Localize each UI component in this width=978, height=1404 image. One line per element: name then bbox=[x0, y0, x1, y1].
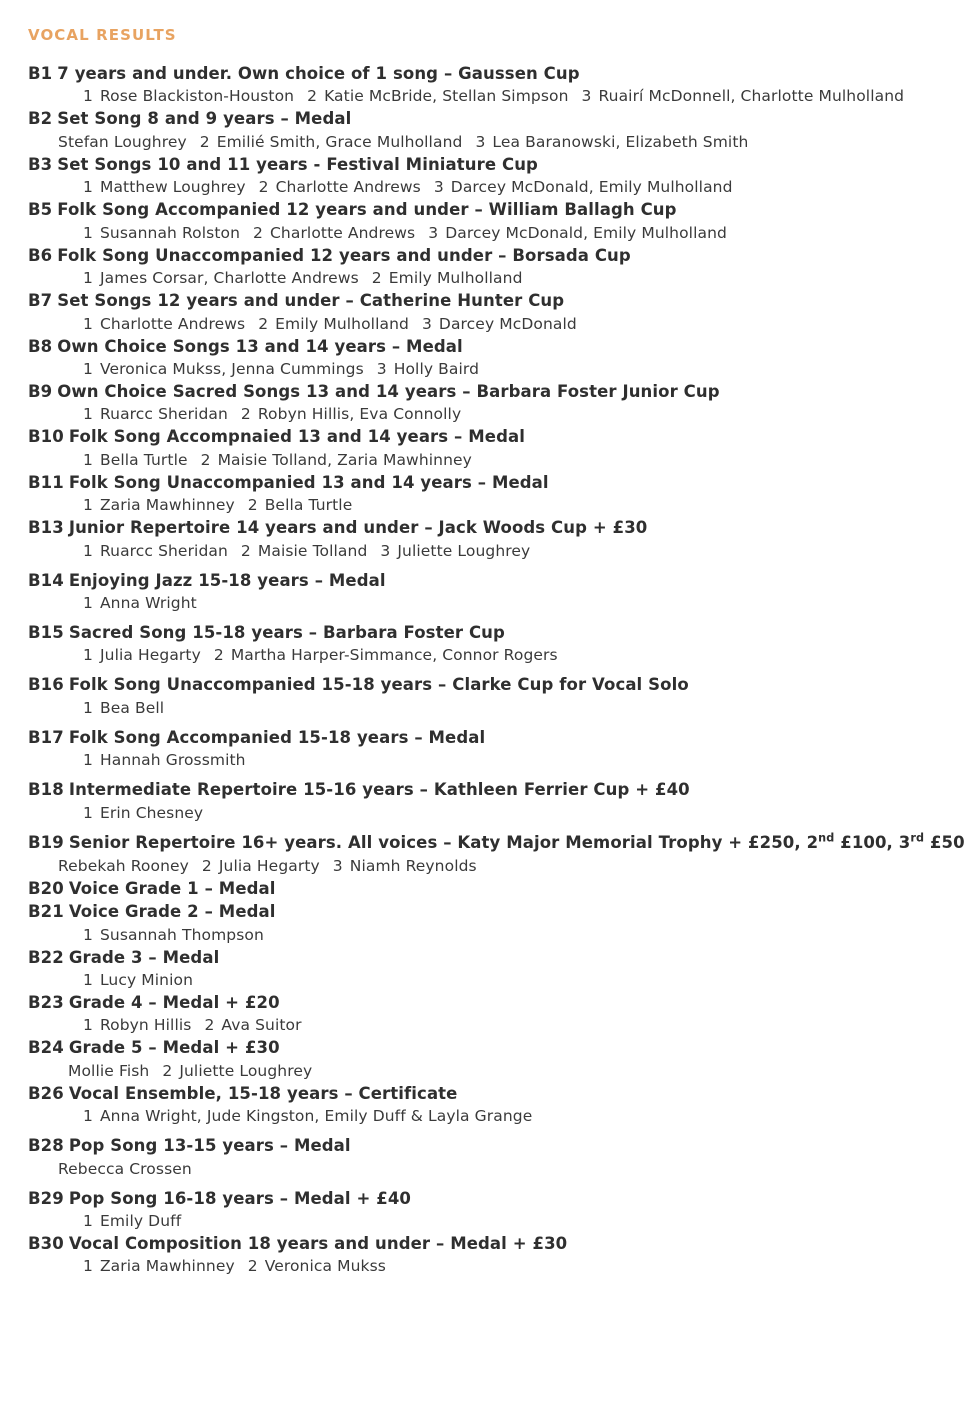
placings-row bbox=[28, 222, 954, 244]
class-title: Own Choice Songs 13 and 14 years – Medal bbox=[57, 336, 463, 356]
placings-row bbox=[28, 540, 954, 562]
spacer bbox=[28, 614, 954, 621]
result-class-block bbox=[28, 778, 954, 823]
place-number: 3 bbox=[433, 178, 444, 197]
placing bbox=[83, 496, 248, 514]
placing bbox=[200, 133, 476, 151]
class-code: B28 bbox=[28, 1136, 64, 1156]
class-title: Folk Song Unaccompanied 15-18 years – Clarke Cup for Vocal Solo bbox=[68, 675, 689, 695]
result-class-block bbox=[28, 1134, 954, 1179]
placing bbox=[83, 1016, 204, 1034]
placing bbox=[333, 857, 490, 875]
place-number: 3 bbox=[581, 87, 592, 106]
place-number: 1 bbox=[83, 269, 93, 288]
result-class-block bbox=[28, 621, 954, 666]
placing bbox=[83, 269, 372, 287]
class-heading bbox=[28, 946, 954, 969]
class-code: B22 bbox=[28, 947, 64, 967]
class-title: Grade 4 – Medal + £20 bbox=[68, 992, 280, 1012]
place-names: Susannah Rolston bbox=[99, 223, 241, 242]
placing bbox=[83, 405, 241, 423]
class-title: Junior Repertoire 14 years and under – Jack Woods Cup + £30 bbox=[68, 518, 648, 538]
place-names: Rebekah Rooney bbox=[58, 856, 189, 875]
place-names: Julia Hegarty bbox=[99, 646, 201, 665]
placing bbox=[422, 315, 590, 333]
class-title: Pop Song 16-18 years – Medal + £40 bbox=[68, 1188, 412, 1208]
class-code: B9 bbox=[28, 381, 53, 401]
place-names: Emily Duff bbox=[99, 1212, 182, 1231]
class-title: Voice Grade 2 – Medal bbox=[68, 902, 276, 922]
class-title: Voice Grade 1 – Medal bbox=[68, 878, 276, 898]
place-names: Emily Mulholland bbox=[275, 314, 409, 333]
place-names: Zaria Mawhinney bbox=[99, 1257, 235, 1276]
place-number: 1 bbox=[83, 594, 93, 613]
placing bbox=[380, 542, 543, 560]
class-heading bbox=[28, 153, 954, 176]
place-number: 1 bbox=[83, 541, 93, 560]
result-class-block bbox=[28, 289, 954, 334]
place-number: 3 bbox=[421, 314, 432, 333]
result-class-block bbox=[28, 831, 965, 877]
place-names: Susannah Thompson bbox=[99, 925, 264, 944]
place-number: 1 bbox=[83, 970, 93, 989]
place-number: 1 bbox=[83, 314, 93, 333]
class-code: B11 bbox=[28, 472, 64, 492]
place-number: 1 bbox=[83, 751, 93, 770]
class-code: B24 bbox=[28, 1038, 64, 1058]
placing bbox=[248, 496, 366, 514]
spacer bbox=[28, 824, 954, 831]
place-number: 1 bbox=[83, 496, 93, 515]
result-class-block bbox=[28, 877, 954, 900]
place-number: 2 bbox=[247, 496, 258, 515]
place-names: Robyn Hillis bbox=[99, 1016, 192, 1035]
placings-row bbox=[28, 1158, 954, 1180]
place-names: Darcey McDonald, Emily Mulholland bbox=[445, 223, 727, 242]
class-code: B20 bbox=[28, 878, 64, 898]
class-heading bbox=[28, 244, 954, 267]
place-number: 2 bbox=[162, 1061, 173, 1080]
place-names: Hannah Grossmith bbox=[99, 751, 246, 770]
class-heading bbox=[28, 1134, 954, 1157]
place-names: Charlotte Andrews bbox=[275, 178, 421, 197]
place-number: 2 bbox=[200, 450, 211, 469]
placing bbox=[83, 360, 377, 378]
placing bbox=[248, 1257, 399, 1275]
place-names: Lea Baranowski, Elizabeth Smith bbox=[492, 132, 749, 151]
place-names: Martha Harper-Simmance, Connor Rogers bbox=[230, 646, 558, 665]
place-names: Veronica Mukss bbox=[264, 1257, 386, 1276]
placings-row bbox=[28, 267, 954, 289]
class-heading bbox=[28, 877, 954, 900]
class-heading bbox=[28, 62, 954, 85]
placing bbox=[258, 315, 422, 333]
placings-row bbox=[28, 969, 954, 991]
result-class-block bbox=[28, 471, 954, 516]
placing bbox=[83, 542, 241, 560]
place-names: Ava Suitor bbox=[221, 1016, 302, 1035]
class-title: Set Song 8 and 9 years – Medal bbox=[57, 109, 352, 129]
place-number: 2 bbox=[199, 132, 210, 151]
placings-row bbox=[28, 1060, 954, 1082]
placing bbox=[83, 1257, 248, 1275]
result-class-block bbox=[28, 946, 954, 991]
placing bbox=[83, 804, 216, 822]
placing bbox=[204, 1016, 314, 1034]
placing bbox=[58, 1160, 205, 1178]
class-heading bbox=[28, 1187, 954, 1210]
place-number: 2 bbox=[204, 1016, 215, 1035]
class-code: B15 bbox=[28, 623, 64, 643]
placings-row bbox=[28, 749, 954, 771]
place-number: 3 bbox=[376, 359, 387, 378]
placing bbox=[58, 133, 200, 151]
placing bbox=[307, 87, 581, 105]
class-heading bbox=[28, 831, 965, 855]
placing bbox=[434, 178, 746, 196]
placings-row bbox=[28, 1210, 954, 1232]
place-number: 1 bbox=[83, 698, 93, 717]
place-names: Maisie Tolland bbox=[257, 541, 368, 560]
place-number: 1 bbox=[83, 405, 93, 424]
class-heading bbox=[28, 673, 954, 696]
place-names: Emily Mulholland bbox=[388, 269, 523, 288]
class-title: Senior Repertoire 16+ years. All voices – Katy Major Memorial Trophy + £250, 2nd £100, 3rd £50 bbox=[68, 831, 965, 853]
place-number: 1 bbox=[83, 87, 93, 106]
placings-row bbox=[28, 1105, 954, 1127]
place-names: Charlotte Andrews bbox=[99, 314, 246, 333]
place-names: Mollie Fish bbox=[68, 1061, 150, 1080]
class-title: Folk Song Accompanied 12 years and under – William Ballagh Cup bbox=[57, 200, 677, 220]
place-names: Lucy Minion bbox=[99, 970, 193, 989]
place-number: 1 bbox=[83, 1212, 93, 1231]
place-number: 2 bbox=[201, 856, 212, 875]
place-number: 1 bbox=[83, 1016, 93, 1035]
class-title: Folk Song Unaccompanied 13 and 14 years – Medal bbox=[68, 472, 549, 492]
class-heading bbox=[28, 516, 954, 539]
placings-row bbox=[28, 697, 954, 719]
place-names: Julia Hegarty bbox=[218, 856, 320, 875]
place-number: 1 bbox=[83, 803, 93, 822]
class-heading bbox=[28, 569, 954, 592]
placing bbox=[83, 87, 307, 105]
place-names: Zaria Mawhinney bbox=[99, 496, 235, 515]
place-number: 2 bbox=[240, 541, 251, 560]
place-names: Ruairí McDonnell, Charlotte Mulholland bbox=[598, 87, 905, 106]
class-code: B26 bbox=[28, 1083, 64, 1103]
placings-row bbox=[28, 176, 954, 198]
place-names: Charlotte Andrews bbox=[270, 223, 416, 242]
class-heading bbox=[28, 621, 954, 644]
class-code: B2 bbox=[28, 109, 53, 129]
result-class-block bbox=[28, 991, 954, 1036]
class-heading bbox=[28, 198, 954, 221]
class-code: B19 bbox=[28, 833, 64, 853]
placing bbox=[162, 1062, 325, 1080]
place-names: Anna Wright, Jude Kingston, Emily Duff & Layla Grange bbox=[99, 1107, 533, 1126]
result-class-block bbox=[28, 198, 954, 243]
place-names: Bella Turtle bbox=[99, 450, 188, 469]
placing bbox=[83, 594, 210, 612]
spacer bbox=[28, 666, 954, 673]
result-class-block bbox=[28, 516, 954, 561]
result-class-block bbox=[28, 244, 954, 289]
placing bbox=[83, 751, 259, 769]
class-title: Vocal Ensemble, 15-18 years – Certificate bbox=[68, 1083, 458, 1103]
place-number: 2 bbox=[253, 223, 263, 242]
result-class-block bbox=[28, 1082, 954, 1127]
place-names: Bea Bell bbox=[99, 698, 165, 717]
spacer bbox=[28, 719, 954, 726]
place-number: 2 bbox=[258, 178, 269, 197]
placing bbox=[83, 699, 177, 717]
class-title: Set Songs 12 years and under – Catherine Hunter Cup bbox=[57, 291, 565, 311]
class-title: Own Choice Sacred Songs 13 and 14 years – Barbara Foster Junior Cup bbox=[57, 381, 720, 401]
result-class-block bbox=[28, 62, 954, 107]
result-class-block bbox=[28, 380, 954, 425]
class-code: B7 bbox=[28, 291, 53, 311]
class-heading bbox=[28, 726, 954, 749]
place-number: 2 bbox=[307, 87, 318, 106]
place-names: Stefan Loughrey bbox=[58, 132, 187, 151]
placing bbox=[377, 360, 492, 378]
place-names: Maisie Tolland, Zaria Mawhinney bbox=[217, 450, 472, 469]
class-heading bbox=[28, 380, 954, 403]
class-title: Enjoying Jazz 15-18 years – Medal bbox=[68, 570, 386, 590]
place-number: 2 bbox=[258, 314, 269, 333]
class-heading bbox=[28, 900, 954, 923]
place-number: 2 bbox=[247, 1257, 258, 1276]
placing bbox=[83, 315, 258, 333]
result-class-block bbox=[28, 335, 954, 380]
class-heading bbox=[28, 471, 954, 494]
class-code: B8 bbox=[28, 336, 53, 356]
place-number: 1 bbox=[83, 1257, 93, 1276]
placings-row bbox=[28, 802, 954, 824]
placing bbox=[83, 224, 253, 242]
class-code: B18 bbox=[28, 780, 64, 800]
result-class-block bbox=[28, 569, 954, 614]
class-heading bbox=[28, 1232, 954, 1255]
place-names: Rose Blackiston-Houston bbox=[99, 87, 295, 106]
place-number: 1 bbox=[83, 223, 93, 242]
place-names: Ruarcc Sheridan bbox=[99, 541, 228, 560]
class-code: B17 bbox=[28, 727, 64, 747]
place-names: Rebecca Crossen bbox=[58, 1159, 192, 1178]
place-names: Darcey McDonald, Emily Mulholland bbox=[450, 178, 733, 197]
place-names: Robyn Hillis, Eva Connolly bbox=[257, 405, 462, 424]
placing bbox=[83, 1107, 545, 1125]
placing bbox=[475, 133, 761, 151]
class-title: Intermediate Repertoire 15-16 years – Kathleen Ferrier Cup + £40 bbox=[68, 780, 690, 800]
place-number: 3 bbox=[332, 856, 343, 875]
placings-row bbox=[28, 403, 954, 425]
class-code: B1 bbox=[28, 64, 53, 83]
place-names: Veronica Mukss, Jenna Cummings bbox=[99, 359, 364, 378]
class-code: B23 bbox=[28, 992, 64, 1012]
place-names: James Corsar, Charlotte Andrews bbox=[99, 269, 359, 288]
class-code: B30 bbox=[28, 1234, 64, 1254]
place-names: Matthew Loughrey bbox=[99, 178, 246, 197]
place-number: 3 bbox=[380, 541, 391, 560]
class-heading bbox=[28, 1082, 954, 1105]
placing bbox=[83, 451, 201, 469]
placings-row bbox=[28, 449, 954, 471]
placing bbox=[253, 224, 428, 242]
placings-row bbox=[28, 855, 954, 877]
result-class-block bbox=[28, 1036, 954, 1081]
place-names: Juliette Loughrey bbox=[179, 1061, 313, 1080]
placings-row bbox=[28, 85, 954, 107]
spacer bbox=[28, 771, 954, 778]
page-title: VOCAL RESULTS bbox=[28, 26, 177, 44]
placings-row bbox=[28, 313, 954, 335]
class-heading bbox=[28, 425, 954, 448]
place-names: Juliette Loughrey bbox=[397, 541, 531, 560]
class-heading bbox=[28, 107, 954, 130]
placing bbox=[83, 1212, 194, 1230]
placing bbox=[582, 87, 918, 105]
class-code: B10 bbox=[28, 427, 64, 447]
result-class-block bbox=[28, 107, 954, 152]
place-names: Anna Wright bbox=[99, 594, 197, 613]
class-heading bbox=[28, 991, 954, 1014]
placing bbox=[241, 405, 474, 423]
place-number: 1 bbox=[83, 646, 93, 665]
class-heading bbox=[28, 778, 954, 801]
placings-row bbox=[28, 131, 954, 153]
class-title: Vocal Composition 18 years and under – Medal + £30 bbox=[68, 1234, 568, 1254]
placing bbox=[58, 857, 202, 875]
place-number: 2 bbox=[240, 405, 251, 424]
place-names: Darcey McDonald bbox=[438, 314, 577, 333]
placing bbox=[241, 542, 380, 560]
placings-row bbox=[28, 494, 954, 516]
class-code: B14 bbox=[28, 570, 64, 590]
result-class-block bbox=[28, 900, 954, 945]
placing bbox=[83, 646, 214, 664]
class-heading bbox=[28, 335, 954, 358]
place-names: Emilié Smith, Grace Mulholland bbox=[216, 132, 463, 151]
place-number: 1 bbox=[83, 359, 93, 378]
vocal-results-list bbox=[28, 62, 965, 1277]
result-class-block bbox=[28, 726, 954, 771]
placings-row bbox=[28, 924, 954, 946]
placing bbox=[428, 224, 740, 242]
result-class-block bbox=[28, 1187, 954, 1232]
result-class-block bbox=[28, 1232, 954, 1277]
class-title: Set Songs 10 and 11 years - Festival Miniature Cup bbox=[57, 154, 538, 174]
result-class-block bbox=[28, 153, 954, 198]
placing bbox=[214, 646, 571, 664]
class-title: Folk Song Accompanied 15-18 years – Medal bbox=[68, 727, 486, 747]
place-number: 1 bbox=[83, 450, 93, 469]
class-code: B5 bbox=[28, 200, 53, 220]
placings-row bbox=[28, 644, 954, 666]
place-number: 2 bbox=[371, 269, 382, 288]
placing bbox=[259, 178, 434, 196]
placings-row bbox=[28, 592, 954, 614]
placings-row bbox=[28, 1014, 954, 1036]
place-names: Katie McBride, Stellan Simpson bbox=[324, 87, 569, 106]
placing bbox=[83, 971, 206, 989]
spacer bbox=[28, 1127, 954, 1134]
place-number: 3 bbox=[475, 132, 486, 151]
place-names: Bella Turtle bbox=[264, 496, 353, 515]
class-code: B3 bbox=[28, 154, 53, 174]
class-title: 7 years and under. Own choice of 1 song – Gaussen Cup bbox=[57, 64, 580, 83]
place-number: 1 bbox=[83, 925, 93, 944]
class-title: Folk Song Unaccompanied 12 years and under – Borsada Cup bbox=[57, 245, 631, 265]
spacer bbox=[28, 562, 954, 569]
class-code: B6 bbox=[28, 245, 53, 265]
result-class-block bbox=[28, 673, 954, 718]
class-title: Grade 3 – Medal bbox=[68, 947, 220, 967]
placing bbox=[83, 926, 277, 944]
place-names: Niamh Reynolds bbox=[349, 856, 477, 875]
place-names: Ruarcc Sheridan bbox=[99, 405, 228, 424]
placing bbox=[83, 178, 259, 196]
placings-row bbox=[28, 1255, 954, 1277]
placing bbox=[68, 1062, 162, 1080]
placing bbox=[202, 857, 333, 875]
placing bbox=[372, 269, 536, 287]
result-class-block bbox=[28, 425, 954, 470]
class-code: B29 bbox=[28, 1188, 64, 1208]
placing bbox=[201, 451, 485, 469]
place-names: Holly Baird bbox=[393, 359, 480, 378]
place-number: 1 bbox=[83, 1107, 93, 1126]
spacer bbox=[28, 1180, 954, 1187]
class-heading bbox=[28, 289, 954, 312]
class-code: B21 bbox=[28, 902, 64, 922]
class-title: Folk Song Accompnaied 13 and 14 years – Medal bbox=[68, 427, 525, 447]
class-heading bbox=[28, 1036, 954, 1059]
place-number: 2 bbox=[213, 646, 224, 665]
class-code: B16 bbox=[28, 675, 64, 695]
class-title: Grade 5 – Medal + £30 bbox=[68, 1038, 280, 1058]
class-title: Sacred Song 15-18 years – Barbara Foster Cup bbox=[68, 623, 505, 643]
place-number: 3 bbox=[428, 223, 439, 242]
placings-row bbox=[28, 358, 954, 380]
place-names: Erin Chesney bbox=[99, 803, 204, 822]
class-code: B13 bbox=[28, 518, 64, 538]
place-number: 1 bbox=[83, 178, 93, 197]
class-title: Pop Song 13-15 years – Medal bbox=[68, 1136, 351, 1156]
